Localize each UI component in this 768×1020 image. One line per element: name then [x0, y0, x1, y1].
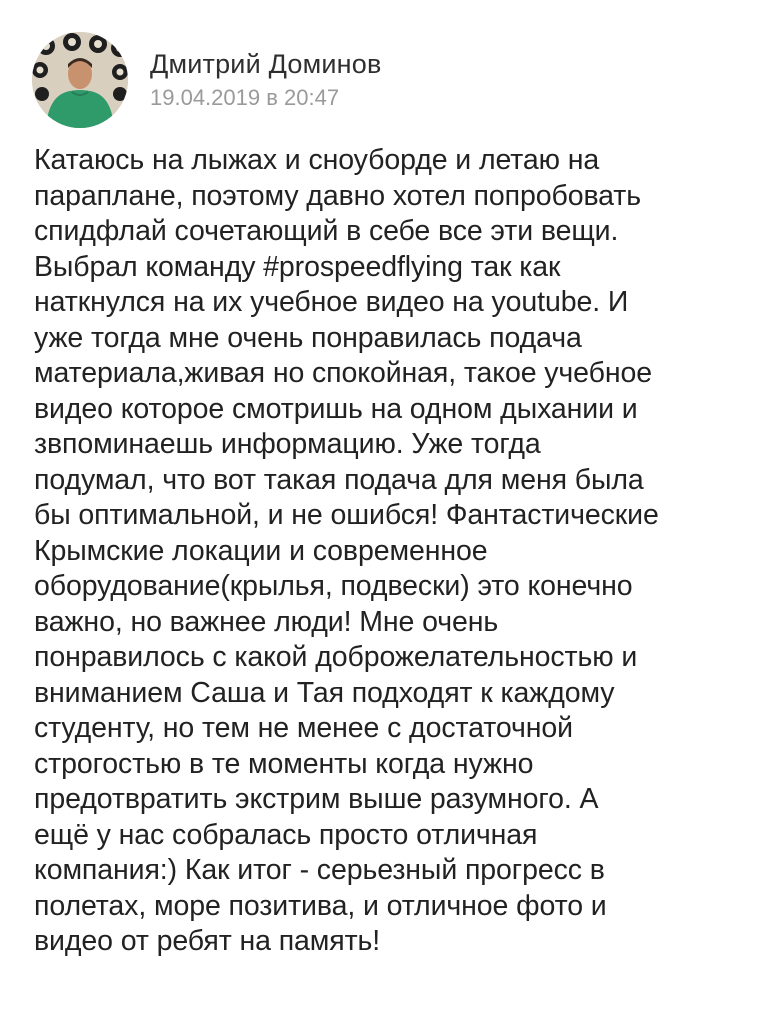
avatar[interactable] — [32, 32, 128, 128]
post-header — [32, 30, 382, 130]
user-photo-avatar-icon — [32, 32, 128, 128]
post-meta — [150, 47, 382, 113]
post-date[interactable]: 19.04.2019 в 20:47 — [150, 85, 340, 110]
post-text: Катаюсь на лыжах и сноуборде и летаю на параплане, поэтому давно хотел попробовать спидфлай сочетающий в себе все эти вещи. Выбрал команду #prospeedflying так как наткнулся на их учебное видео на youtube. И уже тогда мне очень понравилась подача материала,живая но спокойная, такое учебное видео которое смотришь на одном дыхании и звпоминаешь информацию. Уже тогда подумал, что вот такая подача для меня была бы оптимальной, и не ошибся! Фантастические Крымские локации и современное оборудование(крылья, подвески) это конечно важно, но важнее люди! Мне очень понравилось с какой доброжелательностью и вниманием Саша и Тая подходят к каждому студенту, но тем не менее с достаточной строгостью в те моменты когда нужно предотвратить экстрим выше разумного. А ещё у нас собралась просто отличная компания:) Как итог - серьезный прогресс в полетах, море позитива, и отличное фото и видео от ребят на память! — [34, 144, 659, 957]
author-name[interactable]: Дмитрий Доминов — [150, 49, 382, 79]
